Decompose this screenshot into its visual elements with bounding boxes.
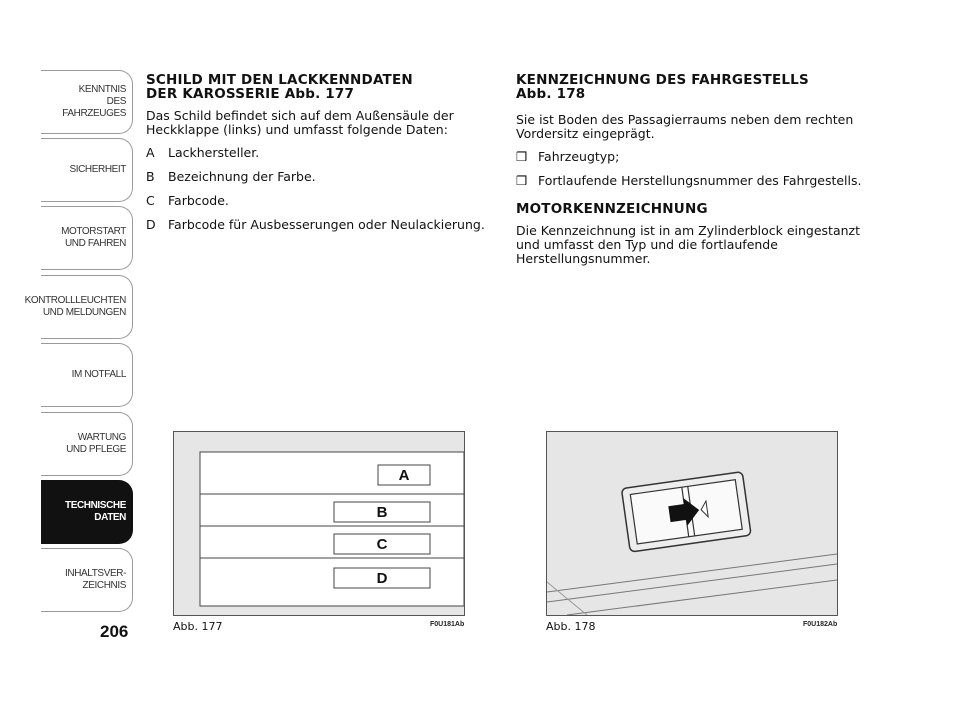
bullet-item [516,174,866,188]
figure-178-caption: Abb. 178 [546,620,596,633]
list-item [146,146,491,160]
label-b: B [376,504,388,521]
list-item [146,218,491,232]
bullet-item [516,150,866,164]
tab-label: KONTROLLLEUCHTEN UND MELDUNGEN [24,295,126,318]
tab-kenntnis[interactable] [41,70,133,134]
section-heading-chassis [516,73,866,101]
tab-label: WARTUNG UND PFLEGE [66,432,126,455]
section-heading-engine: MOTORKENNZEICHNUNG [516,201,708,217]
tab-wartung[interactable] [41,412,133,476]
tab-label: INHALTSVER- ZEICHNIS [65,568,126,591]
list-item [146,170,491,184]
section-heading-paint-plate [146,73,491,101]
figure-177-code: F0U181Ab [430,621,465,628]
tab-sicherheit[interactable] [41,138,133,202]
tab-label: IM NOTFALL [71,369,126,380]
bullet-icon: ❒ [516,173,528,188]
tab-kontrollleuchten[interactable] [24,275,133,339]
label-c: C [376,536,388,553]
item-key: A [146,145,155,160]
item-key: B [146,169,155,184]
tab-label: TECHNISCHE DATEN [64,500,126,523]
heading-line: KENNZEICHNUNG DES FAHRGESTELLS [516,72,809,88]
tab-label: MOTORSTART UND FAHREN [61,226,126,249]
paragraph: Das Schild befindet sich auf dem Außensäule der Heckklappe (links) und umfasst folgende Daten: [146,108,454,137]
bullet-text: Fortlaufende Herstellungsnummer des Fahrgestells. [538,173,862,188]
heading-line: SCHILD MIT DEN LACKKENNDATEN [146,72,413,88]
heading-line: Abb. 178 [516,86,586,102]
item-text: Lackhersteller. [168,145,260,160]
chassis-number-illustration [547,432,837,615]
bullet-text: Fahrzeugtyp; [538,149,620,164]
item-text: Farbcode für Ausbesserungen oder Neulackierung. [168,217,485,232]
item-key: C [146,193,155,208]
list-item [146,194,491,208]
bullet-icon: ❒ [516,149,528,164]
item-text: Farbcode. [168,193,229,208]
tab-im-notfall[interactable] [41,343,133,407]
page-number: 206 [100,622,129,641]
tab-motorstart[interactable] [41,206,133,270]
tab-label: KENNTNIS DES FAHRZEUGES [62,84,126,119]
label-a: A [398,467,410,484]
tab-technische-daten[interactable] [41,480,133,544]
figure-178 [546,431,838,616]
item-key: D [146,217,156,232]
label-d: D [376,570,388,587]
tab-inhaltsverzeichnis[interactable] [41,548,133,612]
paragraph: Sie ist Boden des Passagierraums neben dem rechten Vordersitz eingeprägt. [516,112,854,141]
tab-label: SICHERHEIT [69,164,126,175]
heading-line: DER KAROSSERIE Abb. 177 [146,86,355,102]
figure-178-code: F0U182Ab [803,621,838,628]
figure-177-caption: Abb. 177 [173,620,223,633]
right-column [516,73,866,275]
paragraph: Die Kennzeichnung ist in am Zylinderblock eingestanzt und umfasst den Typ und die fortlaufende Herstellungsnummer. [516,223,861,266]
item-text: Bezeichnung der Farbe. [168,169,316,184]
left-column [146,73,491,242]
paint-plate-illustration [174,432,464,615]
figure-177 [173,431,465,616]
